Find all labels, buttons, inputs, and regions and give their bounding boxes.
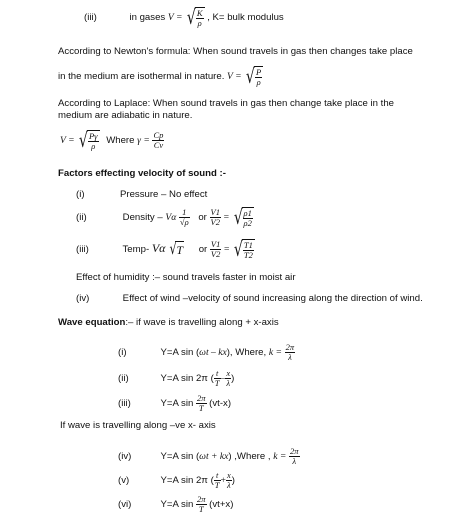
gas-label: in gases (129, 11, 166, 23)
sqrt-t: √ T (169, 239, 184, 259)
where-label: Where (106, 134, 135, 146)
wave-eq-v (118, 471, 235, 490)
factors-heading: Factors effecting velocity of sound :- (58, 168, 226, 179)
wave-heading-bold: Wave equation (58, 317, 126, 328)
eq-suffix: ) (231, 474, 235, 486)
item-number: (i) (76, 189, 85, 200)
gas-formula-line (84, 7, 284, 28)
factor-temperature (76, 239, 255, 260)
x-over-lambda: $\frac{x}{\lambda}$ (226, 368, 231, 388)
v-alpha: Vα (151, 240, 166, 255)
gamma-symbol: γ = (137, 134, 150, 146)
laplace-line-1: According to Laplace: When sound travels in gas then change take place in the (58, 98, 394, 109)
wave-eq-iii (118, 394, 231, 413)
pressure-text: Pressure – No effect (120, 189, 208, 200)
k-symbol: k = (268, 346, 282, 358)
item-number: (iii) (84, 11, 97, 23)
one-over-root-rho: $\frac{1}{√\rho}$ (179, 207, 189, 227)
humidity-effect: Effect of humidity :– sound travels faster in moist air (76, 272, 296, 283)
temp-label: Temp- (122, 243, 150, 255)
factor-density (76, 207, 254, 228)
eq-suffix: ) (231, 372, 235, 384)
v1-over-v2: $\frac{V1}{V2}$ (210, 239, 221, 259)
item-number: (ii) (118, 372, 129, 384)
bulk-modulus-note: , K= bulk modulus (207, 11, 284, 23)
x-over-lambda: $\frac{x}{\lambda}$ (226, 470, 231, 490)
eq-prefix: Y=A sin 2π ( (160, 474, 214, 486)
wave-eq-iv (118, 447, 300, 466)
item-number: (iv) (76, 293, 90, 304)
v-symbol: V = (227, 70, 242, 82)
sqrt-k-over-rho: √ $\frac{K}{\rho}$ (187, 5, 203, 29)
density-label: Density – (122, 211, 163, 223)
eq-prefix: Y=A sin (160, 498, 194, 510)
v-alpha: Vα (165, 211, 177, 223)
k-symbol: k = (273, 450, 287, 462)
item-number: (i) (118, 346, 127, 358)
newton-line-2 (58, 66, 263, 87)
t-over-T: $\frac{t}{T}$ (214, 368, 220, 388)
eq-suffix: ) ,Where , (228, 450, 271, 462)
item-number: (iv) (118, 450, 132, 462)
laplace-line-2: medium are adiabatic in nature. (58, 110, 193, 121)
sqrt-rho-ratio: √ $\frac{\rho 1}{\rho 2}$ (233, 205, 252, 229)
sqrt-pgamma-over-rho: √ $\frac{P\gamma}{\rho}$ (79, 128, 98, 152)
equals-sign: = (223, 211, 230, 223)
item-number: (vi) (118, 498, 132, 510)
two-pi-over-T: $\frac{2\pi}{T}$ (196, 393, 206, 413)
eq-prefix: Y=A sin ( (160, 346, 200, 358)
laplace-formula (60, 130, 164, 151)
sqrt-p-over-rho: √ $\frac{P}{\rho}$ (246, 64, 262, 88)
or-label: or (198, 243, 208, 255)
cp-over-cv: $\frac{Cp}{Cv}$ (153, 130, 164, 150)
negative-direction-heading: If wave is travelling along –ve x- axis (60, 420, 216, 431)
t-over-T: $\frac{t}{T}$ (214, 470, 220, 490)
eq-argument: ωt + kx (199, 450, 229, 462)
eq-prefix: Y=A sin (160, 397, 194, 409)
eq-prefix: Y=A sin 2π ( (160, 372, 214, 384)
wave-eq-vi (118, 495, 233, 514)
operator: – (220, 372, 226, 384)
eq-suffix: (vt+x) (209, 498, 234, 510)
two-pi-over-lambda: $\frac{2\pi}{\lambda}$ (290, 446, 299, 466)
or-label: or (198, 211, 207, 223)
newton-text: in the medium are isothermal in nature. (58, 70, 225, 82)
wave-heading-tail: :– if wave is travelling along + x-axis (125, 317, 279, 328)
eq-suffix: (vt-x) (209, 397, 232, 409)
item-number: (iii) (76, 243, 89, 255)
two-pi-over-lambda: $\frac{2\pi}{\lambda}$ (285, 342, 295, 362)
v-symbol: V = (167, 11, 183, 23)
eq-prefix: Y=A sin ( (160, 450, 200, 462)
factor-pressure (76, 189, 208, 200)
two-pi-over-T: $\frac{2\pi}{T}$ (196, 494, 206, 514)
item-number: (ii) (76, 211, 87, 223)
sqrt-t-ratio: √ $\frac{T1}{T2}$ (234, 237, 253, 261)
newton-line-1: According to Newton's formula: When sound travels in gas then changes take place (58, 46, 413, 57)
eq-argument: ωt – kx (199, 346, 227, 358)
equals-sign: = (224, 243, 230, 255)
wave-heading (58, 317, 279, 328)
operator: + (220, 474, 226, 486)
v1-over-v2: $\frac{V1}{V2}$ (210, 207, 220, 227)
wave-eq-ii (118, 369, 234, 388)
wind-effect (76, 293, 423, 304)
v-symbol: V = (60, 134, 75, 146)
eq-suffix: ), Where, (226, 346, 267, 358)
wind-text: Effect of wind –velocity of sound increasing along the direction of wind. (122, 293, 423, 304)
wave-eq-i (118, 343, 295, 362)
item-number: (v) (118, 474, 130, 486)
item-number: (iii) (118, 397, 131, 409)
